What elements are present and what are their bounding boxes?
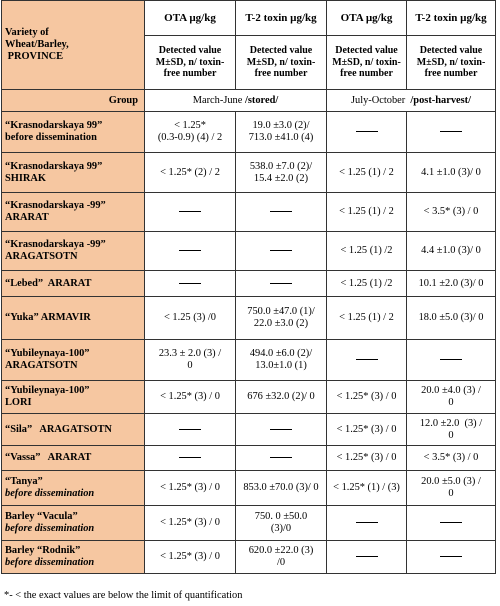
- variety-cell: [2, 271, 145, 297]
- variety-place: LORI: [5, 397, 32, 408]
- variety-cell: [2, 112, 145, 153]
- cell-value: 4.1 ±1.0 (3)/ 0: [421, 166, 481, 178]
- ota-stored-header: OTA µg/kg: [145, 1, 236, 36]
- variety-cell: [2, 414, 145, 446]
- empty-dash: [179, 211, 201, 212]
- cell-value: < 1.25* (3) / 0: [160, 551, 220, 562]
- cell-value: 13.0±1.0 (1): [255, 360, 307, 371]
- variety-header-line1: Variety of: [5, 27, 49, 38]
- cell-value: 0: [448, 429, 454, 441]
- subheader-2: Detected value M±SD, n/ toxin-free number: [236, 36, 327, 90]
- table-row: [2, 541, 496, 574]
- value-cell-1: [145, 153, 236, 193]
- empty-dash: [356, 359, 378, 360]
- value-cell-1: [145, 471, 236, 506]
- value-cell-2: [236, 112, 327, 153]
- cell-value: 20.0 ±5.0 (3) /: [421, 476, 481, 487]
- value-cell-4: [407, 232, 496, 271]
- cell-value: 4.4 ±1.0 (3)/ 0: [421, 245, 481, 256]
- footnote: *- < the exact values are below the limit of quantification: [4, 590, 243, 601]
- empty-dash: [440, 522, 462, 523]
- cell-value: 10.1 ±2.0 (3)/ 0: [418, 277, 484, 289]
- table-row: [2, 506, 496, 541]
- variety-name: “Yuka” ARMAVIR: [5, 312, 91, 323]
- variety-name: Barley “Vacula”: [5, 511, 78, 522]
- variety-place: ARARAT: [5, 212, 49, 223]
- cell-value: < 1.25 (3) /0: [163, 312, 217, 323]
- value-cell-2: [236, 340, 327, 381]
- value-cell-3: [327, 381, 407, 414]
- group-post-label: /post-harvest/: [410, 94, 472, 106]
- variety-cell: [2, 446, 145, 471]
- group-stored: [145, 90, 327, 112]
- variety-header-line3: PROVINCE: [5, 51, 64, 62]
- variety-name: “Yubileynaya-100”: [5, 385, 90, 396]
- empty-dash: [270, 250, 292, 251]
- variety-cell: [2, 297, 145, 340]
- value-cell-3: [327, 541, 407, 574]
- value-cell-2: [236, 153, 327, 193]
- value-cell-1: [145, 271, 236, 297]
- group-post-prefix: July-October: [350, 94, 411, 106]
- value-cell-2: [236, 232, 327, 271]
- variety-name: “Lebed” ARARAT: [5, 277, 92, 289]
- variety-cell: [2, 471, 145, 506]
- cell-value: < 1.25* (2) / 2: [160, 166, 220, 178]
- table-row: [2, 471, 496, 506]
- group-post: [327, 90, 496, 112]
- cell-value: 20.0 ±4.0 (3) /: [421, 385, 481, 396]
- cell-value: < 1.25*: [174, 120, 206, 131]
- cell-value: 853.0 ±70.0 (3)/ 0: [243, 482, 319, 493]
- table-row: [2, 297, 496, 340]
- group-row: [2, 90, 496, 112]
- value-cell-4: [407, 506, 496, 541]
- toxin-table: [1, 0, 496, 574]
- cell-value: 538.0 ±7.0 (2)/: [249, 160, 313, 172]
- value-cell-3: [327, 193, 407, 232]
- cell-value: 0: [448, 397, 454, 408]
- value-cell-1: [145, 446, 236, 471]
- cell-value: 713.0 ±41.0 (4): [248, 132, 314, 143]
- cell-value: 15.4 ±2.0 (2): [253, 172, 309, 184]
- table-row: [2, 381, 496, 414]
- value-cell-2: [236, 381, 327, 414]
- cell-value: /0: [276, 557, 286, 568]
- empty-dash: [179, 457, 201, 458]
- value-cell-4: [407, 381, 496, 414]
- group-stored-label: /stored/: [244, 94, 279, 106]
- cell-value: 12.0 ±2.0 (3) /: [419, 417, 483, 429]
- variety-name: “Tanya”: [5, 476, 43, 487]
- table-row: [2, 112, 496, 153]
- variety-place: before dissemination: [5, 132, 97, 143]
- value-cell-2: [236, 414, 327, 446]
- value-cell-4: [407, 471, 496, 506]
- value-cell-1: [145, 541, 236, 574]
- value-cell-4: [407, 297, 496, 340]
- variety-place: SHIRAK: [5, 172, 46, 184]
- cell-value: < 1.25 (1) /2: [340, 277, 393, 289]
- empty-dash: [179, 250, 201, 251]
- value-cell-2: [236, 471, 327, 506]
- cell-value: 750.0 ±47.0 (1)/: [247, 306, 315, 317]
- value-cell-1: [145, 232, 236, 271]
- empty-dash: [270, 211, 292, 212]
- cell-value: < 1.25* (3) / 0: [160, 391, 220, 402]
- value-cell-3: [327, 471, 407, 506]
- value-cell-1: [145, 112, 236, 153]
- cell-value: < 3.5* (3) / 0: [423, 452, 479, 463]
- table-row: [2, 153, 496, 193]
- value-cell-2: [236, 446, 327, 471]
- empty-dash: [440, 556, 462, 557]
- cell-value: < 1.25 (1) /2: [340, 245, 393, 256]
- variety-place: before dissemination: [5, 523, 95, 534]
- cell-value: < 1.25* (3) / 0: [336, 452, 397, 463]
- value-cell-3: [327, 232, 407, 271]
- cell-value: < 1.25* (3) / 0: [160, 517, 220, 528]
- value-cell-4: [407, 414, 496, 446]
- table-row: [2, 414, 496, 446]
- value-cell-4: [407, 193, 496, 232]
- value-cell-2: [236, 506, 327, 541]
- empty-dash: [440, 131, 462, 132]
- value-cell-3: [327, 414, 407, 446]
- value-cell-2: [236, 541, 327, 574]
- variety-name: “Yubileynaya-100”: [5, 348, 90, 359]
- variety-name: “Krasnodarskaya -99”: [5, 200, 106, 211]
- variety-name: “Sila” ARAGATSOTN: [5, 423, 112, 435]
- subheader-1: Detected value M±SD, n/ toxin-free number: [145, 36, 236, 90]
- table-row: [2, 340, 496, 381]
- value-cell-3: [327, 271, 407, 297]
- cell-value: 494.0 ±6.0 (2)/: [249, 348, 313, 359]
- value-cell-1: [145, 193, 236, 232]
- cell-value: < 1.25 (1) / 2: [339, 206, 394, 217]
- table-row: [2, 271, 496, 297]
- cell-value: 0: [187, 360, 193, 371]
- cell-value: 22.0 ±3.0 (2): [253, 318, 309, 329]
- cell-value: < 1.25* (1) / (3): [333, 482, 400, 493]
- table-body: [2, 112, 496, 574]
- cell-value: 620.0 ±22.0 (3): [248, 545, 314, 556]
- t2-stored-header: T-2 toxin µg/kg: [236, 1, 327, 36]
- value-cell-2: [236, 297, 327, 340]
- cell-value: < 1.25* (3) / 0: [160, 482, 220, 493]
- empty-dash: [270, 283, 292, 284]
- empty-dash: [270, 429, 292, 430]
- value-cell-3: [327, 153, 407, 193]
- variety-cell: [2, 541, 145, 574]
- variety-header-line2: Wheat/Barley,: [5, 39, 69, 50]
- variety-cell: [2, 153, 145, 193]
- variety-name: “Vassa” ARARAT: [5, 452, 92, 463]
- cell-value: < 1.25* (3) / 0: [336, 423, 397, 435]
- cell-value: (3)/0: [270, 523, 292, 534]
- cell-value: < 1.25 (1) / 2: [339, 166, 394, 178]
- value-cell-1: [145, 297, 236, 340]
- variety-place: ARAGATSOTN: [5, 360, 78, 371]
- header-row: [2, 1, 496, 36]
- cell-value: < 1.25* (3) / 0: [336, 391, 397, 402]
- ota-post-header: OTA µg/kg: [327, 1, 407, 36]
- group-label: Group: [2, 90, 145, 112]
- subheader-4: Detected value M±SD, n/ toxin-free number: [407, 36, 496, 90]
- value-cell-3: [327, 340, 407, 381]
- variety-name: “Krasnodarskaya 99”: [5, 160, 103, 172]
- variety-name: “Krasnodarskaya 99”: [5, 120, 103, 131]
- value-cell-3: [327, 446, 407, 471]
- variety-place: before dissemination: [5, 557, 95, 568]
- variety-name: “Krasnodarskaya -99”: [5, 239, 106, 250]
- value-cell-1: [145, 506, 236, 541]
- value-cell-2: [236, 271, 327, 297]
- value-cell-3: [327, 297, 407, 340]
- cell-value: 750. 0 ±50.0: [254, 511, 308, 522]
- cell-value: 19.0 ±3.0 (2)/: [252, 120, 310, 131]
- empty-dash: [356, 556, 378, 557]
- table-row: [2, 193, 496, 232]
- empty-dash: [440, 359, 462, 360]
- cell-value: (0.3-0.9) (4) / 2: [157, 132, 223, 143]
- variety-header: [2, 1, 145, 90]
- cell-value: 23.3 ± 2.0 (3) /: [158, 348, 222, 359]
- value-cell-2: [236, 193, 327, 232]
- value-cell-4: [407, 541, 496, 574]
- group-stored-prefix: March-June: [192, 94, 245, 106]
- cell-value: < 1.25 (1) / 2: [339, 312, 394, 323]
- variety-cell: [2, 506, 145, 541]
- empty-dash: [179, 283, 201, 284]
- cell-value: < 3.5* (3) / 0: [423, 206, 479, 217]
- cell-value: 676 ±32.0 (2)/ 0: [247, 391, 315, 402]
- variety-place: ARAGATSOTN: [5, 251, 78, 262]
- value-cell-3: [327, 506, 407, 541]
- table-row: [2, 446, 496, 471]
- cell-value: 18.0 ±5.0 (3)/ 0: [418, 312, 484, 323]
- value-cell-4: [407, 112, 496, 153]
- variety-cell: [2, 381, 145, 414]
- empty-dash: [356, 522, 378, 523]
- empty-dash: [356, 131, 378, 132]
- value-cell-1: [145, 414, 236, 446]
- cell-value: 0: [448, 488, 454, 499]
- value-cell-4: [407, 153, 496, 193]
- empty-dash: [270, 457, 292, 458]
- t2-post-header: T-2 toxin µg/kg: [407, 1, 496, 36]
- value-cell-1: [145, 381, 236, 414]
- value-cell-4: [407, 340, 496, 381]
- variety-place: before dissemination: [5, 488, 95, 499]
- value-cell-4: [407, 446, 496, 471]
- value-cell-4: [407, 271, 496, 297]
- variety-cell: [2, 232, 145, 271]
- variety-cell: [2, 340, 145, 381]
- value-cell-1: [145, 340, 236, 381]
- variety-name: Barley “Rodnik”: [5, 545, 81, 556]
- value-cell-3: [327, 112, 407, 153]
- table-row: [2, 232, 496, 271]
- empty-dash: [179, 429, 201, 430]
- variety-cell: [2, 193, 145, 232]
- subheader-3: Detected value M±SD, n/ toxin-free number: [327, 36, 407, 90]
